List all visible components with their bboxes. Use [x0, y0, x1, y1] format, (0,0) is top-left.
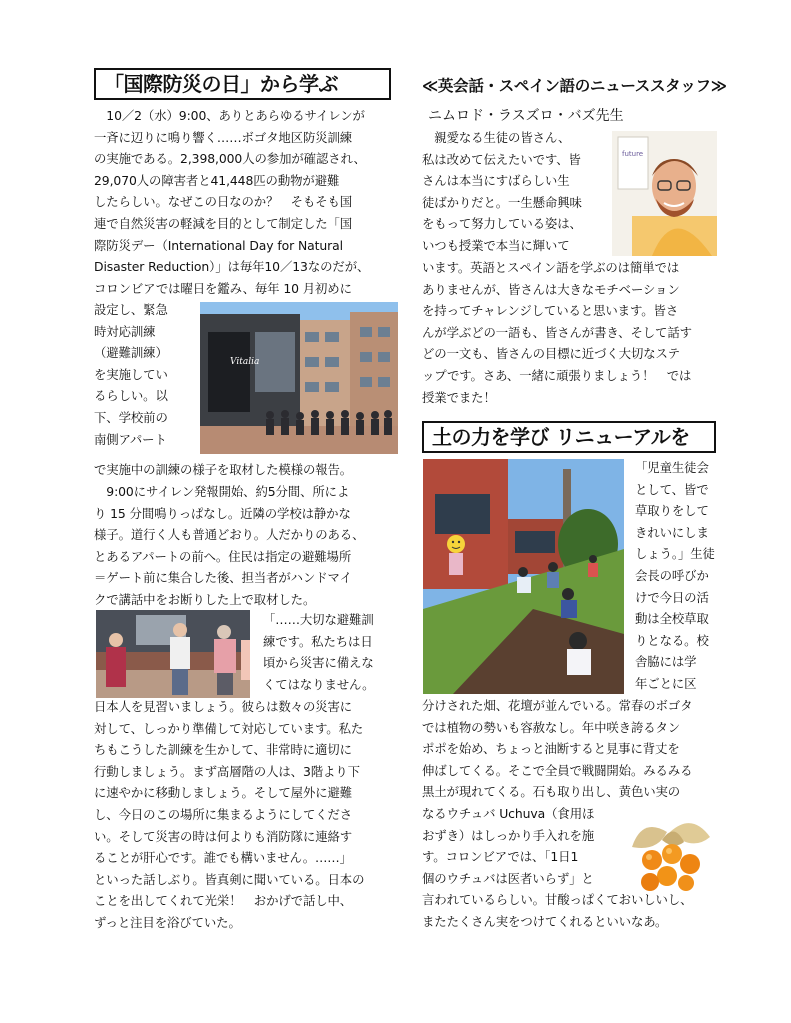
evacuation-crowd-photo: [200, 302, 398, 454]
text-line: けで今日の活: [635, 589, 709, 605]
article-paragraph-end: [94, 459, 398, 481]
teacher-name: ニムロド・ラスズロ・バズ先生: [428, 108, 624, 124]
uchuva-fruit-photo: [622, 812, 718, 896]
text-line: の実施である。2,398,000人の参加が確認され、: [94, 151, 366, 167]
text-line: きれいにしま: [635, 524, 709, 540]
article-paragraph-intro: [94, 105, 398, 299]
text-line: 10／2（水）9:00、ありとあらゆるサイレンが: [94, 108, 365, 123]
text-line: 練です。私たちは日: [263, 633, 373, 649]
text-line: なるウチュバ Uchuva（食用ほ: [422, 806, 595, 821]
quote-paragraph: [94, 696, 398, 934]
text-line: を実施してい: [94, 366, 168, 382]
text-line: ることが肝心です。誰でも構いません。……」: [94, 850, 352, 866]
text-line: クで講話中をお断りした上で取材した。: [94, 591, 316, 607]
megaphone-speech-photo: [96, 610, 250, 698]
text-line: 会長の呼びか: [635, 567, 709, 583]
text-line: いつも授業で本当に輝いて: [422, 237, 570, 253]
text-line: として、皆で: [635, 481, 709, 497]
text-line: 下、学校前の: [94, 409, 168, 425]
article-paragraph-wrap: [94, 299, 194, 450]
text-line: またたくさん実をつけてくれるといいなあ。: [422, 913, 668, 929]
text-line: をもって努力している姿は、: [422, 216, 582, 232]
text-line: ずっと注目を浴びていた。: [94, 914, 241, 930]
text-line: 言われているらしい。甘酸っぱくておいしいし、: [422, 892, 693, 907]
soil-paragraph: [422, 695, 722, 803]
text-line: 連で自然災害の軽減を目的として制定した「国: [94, 215, 353, 231]
text-line: 9:00にサイレン発報開始、約5分間、所によ: [94, 484, 350, 499]
text-line: 伸ばしてくる。そこで全員で戦闘開始。みるみる: [422, 762, 693, 778]
text-line: んが学ぶどの一語も、皆さんが書き、そして話す: [422, 324, 692, 340]
text-line: りとなる。校: [635, 632, 709, 648]
text-line: で実施中の訓練の様子を取材した模様の報告。: [94, 462, 353, 477]
text-line: といった話しぶり。皆真剣に聞いている。日本の: [94, 871, 365, 887]
text-line: 動は全校草取: [635, 611, 709, 627]
quote-paragraph-wrap: [263, 609, 398, 695]
text-line: ことを出してくれて光栄！ おかげで話し中、: [94, 893, 353, 909]
text-line: す。コロンビアでは、「1日1: [422, 849, 579, 865]
text-line: おずき）はしっかり手入れを施: [422, 827, 595, 843]
text-line: さんは本当にすばらしい生: [422, 173, 570, 189]
text-line: 授業でまた！: [422, 389, 496, 405]
text-line: 親愛なる生徒の皆さん、: [422, 130, 571, 145]
teacher-message-wrap: [422, 127, 612, 257]
text-line: し、今日のこの場所に集まるようにしてくださ: [94, 806, 353, 822]
text-line: 「……大切な避難訓: [263, 612, 374, 627]
text-line: 舎脇には学: [635, 654, 697, 670]
text-line: 一斉に辺りに鳴り響く……ボゴタ地区防災訓練: [94, 129, 353, 145]
text-line: したらしい。なぜこの日なのか？ そもそも国: [94, 194, 353, 210]
article-title-soil: 土の力を学び リニューアルを: [422, 421, 716, 453]
text-line: 徒ばかりだと。一生懸命興味: [422, 194, 582, 210]
text-line: 様子。道行く人も普通どおり。人だかりのある、: [94, 527, 365, 543]
text-line: 際防災デー（International Day for Natural: [94, 237, 343, 253]
text-line: 29,070人の障害者と41,448匹の動物が避難: [94, 172, 340, 188]
text-line: 時対応訓練: [94, 323, 156, 339]
text-line: 行動しましょう。まず高層階の人は、3階より下: [94, 763, 360, 779]
text-line: るらしい。以: [94, 388, 168, 404]
text-line: 黒土が現れてくる。石も取り出し、黄色い実の: [422, 784, 681, 800]
text-line: ポポを始め、ちょっと油断すると見事に背丈を: [422, 741, 680, 757]
article-paragraph-siren: [94, 481, 398, 611]
text-line: 頃から災害に備えな: [263, 655, 374, 671]
svg-text:future: future: [622, 150, 644, 158]
text-line: Disaster Reduction）」は毎年10／13なのだが、: [94, 259, 370, 275]
text-line: しょう。」生徒: [635, 546, 715, 562]
text-line: 設定し、緊急: [94, 302, 168, 317]
article-title-disaster-day: 「国際防災の日」から学ぶ: [94, 68, 391, 100]
text-line: 南側アパート: [94, 431, 167, 447]
text-line: ップです。さあ、一緒に頑張りましょう！ では: [422, 367, 692, 383]
text-line: 「児童生徒会: [635, 460, 709, 475]
text-line: コロンビアでは曜日を鑑み、毎年 10 月初めに: [94, 280, 352, 296]
text-line: とあるアパートの前へ。住民は指定の避難場所: [94, 548, 352, 564]
text-line: 対して、しっかり準備して対応しています。私た: [94, 720, 364, 736]
text-line: い。そして災害の時は何よりも消防隊に連絡す: [94, 828, 353, 844]
teacher-message: [422, 257, 722, 408]
text-line: では植物の勢いも容赦なし。年中咲き誇るタン: [422, 719, 681, 735]
staff-section-heading: ≪英会話・スペイン語のニューススタッフ≫: [422, 77, 727, 95]
text-line: ちもこうした訓練を生かして、非常時に適切に: [94, 742, 352, 758]
soil-paragraph-wrap: [635, 457, 725, 695]
text-line: います。英語とスペイン語を学ぶのは簡単では: [422, 260, 680, 275]
text-line: ありませんが、皆さんは大きなモチベーション: [422, 281, 680, 297]
building-sign-text: Vitalia: [230, 357, 260, 367]
text-line: を持ってチャレンジしていると思います。皆さ: [422, 303, 679, 319]
text-line: 私は改めて伝えたいです、皆: [422, 151, 581, 167]
teacher-portrait-photo: [612, 131, 717, 256]
text-line: ＝ゲート前に集合した後、担当者がハンドマイ: [94, 570, 352, 586]
text-line: 草取りをして: [635, 503, 709, 519]
text-line: どの一文も、皆さんの目標に近づく大切なステ: [422, 346, 680, 362]
soil-paragraph-wrap-uchuva: [422, 803, 632, 889]
text-line: に速やかに移動しましょう。そして屋外に避難: [94, 785, 353, 801]
text-line: くてはなりません。: [263, 676, 375, 692]
weeding-students-photo: [423, 459, 624, 694]
text-line: 分けされた畑、花壇が並んでいる。常春のボゴタ: [422, 698, 693, 713]
text-line: （避難訓練）: [94, 345, 168, 361]
text-line: 日本人を見習いましょう。彼らは数々の災害に: [94, 699, 353, 714]
soil-paragraph-end: [422, 889, 722, 932]
text-line: 個のウチュバは医者いらず」と: [422, 870, 594, 886]
text-line: り 15 分間鳴りっぱなし。近隣の学校は静かな: [94, 505, 351, 521]
text-line: 年ごとに区: [635, 675, 697, 691]
